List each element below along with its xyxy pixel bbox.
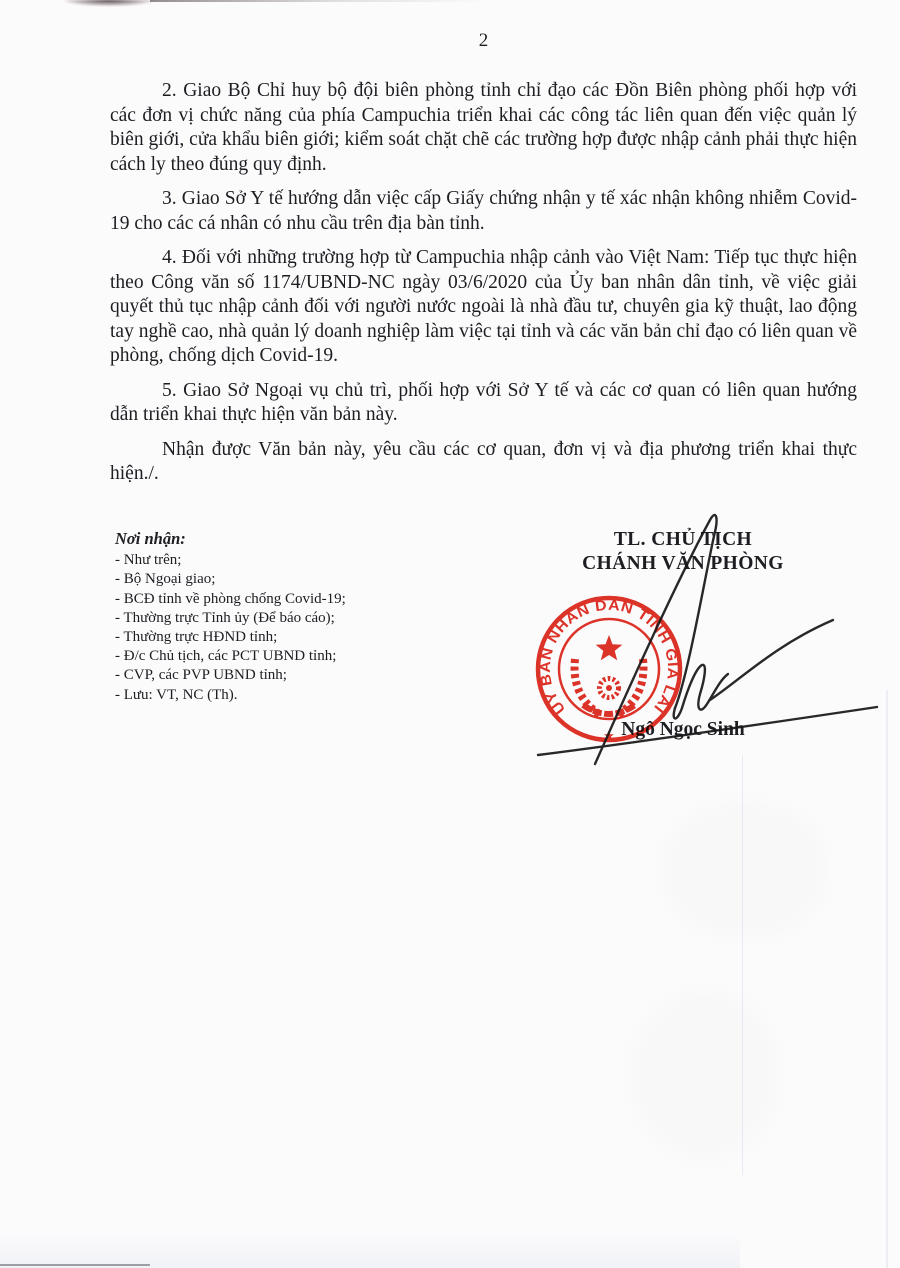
scan-shadow-artifact xyxy=(0,1230,740,1268)
recipient-item: - Như trên; xyxy=(115,552,182,569)
page-number: 2 xyxy=(478,30,489,51)
body-paragraph: 4. Đối với những trường hợp từ Campuchia nhập cảnh vào Việt Nam: Tiếp tục thực hiện theo Công văn số 1174/UBND-NC ngày 03/6/2020 của Ủy ban nhân dân tỉnh, về việc giải quyết thủ tục nhập cảnh đối với người nước ngoài là nhà đầu tư, chuyên gia kỹ thuật, lao động tay nghề cao, nhà quản lý doanh nghiệp làm việc tại tỉnh và các văn bản chỉ đạo có liên quan về phòng, chống dịch Covid-19. xyxy=(110,247,857,366)
signer-role-line1: TL. CHỦ TỊCH xyxy=(613,529,753,550)
scan-smudge-artifact xyxy=(64,0,164,7)
signer-name: Ngô Ngọc Sinh xyxy=(621,719,745,740)
national-emblem-star-icon xyxy=(596,635,623,660)
official-seal-icon xyxy=(533,593,685,745)
scan-vertical-line-artifact xyxy=(886,690,888,1268)
recipients-heading: Nơi nhận: xyxy=(115,529,186,548)
ink-bleedthrough-artifact xyxy=(630,990,780,1160)
signature-title-block xyxy=(533,528,833,576)
seal-star-icon: ★ xyxy=(603,728,615,743)
body-paragraph: 2. Giao Bộ Chỉ huy bộ đội biên phòng tỉnh chỉ đạo các Đồn Biên phòng phối hợp với các đơn vị chức năng của phía Campuchia triển khai các công tác liên quan đến việc quản lý biên giới, cửa khẩu biên giới; kiểm soát chặt chẽ các trường hợp được nhập cảnh phải thực hiện cách ly theo đúng quy định. xyxy=(110,80,857,175)
recipient-item: - BCĐ tỉnh về phòng chống Covid-19; xyxy=(115,590,346,607)
recipient-item: - Đ/c Chủ tịch, các PCT UBND tỉnh; xyxy=(115,648,337,665)
body-paragraph: 3. Giao Sở Y tế hướng dẫn việc cấp Giấy chứng nhận y tế xác nhận không nhiễm Covid-19 cho các cá nhân có nhu cầu trên địa bàn tỉnh. xyxy=(110,188,857,234)
body-paragraph: Nhận được Văn bản này, yêu cầu các cơ quan, đơn vị và địa phương triển khai thực hiện./. xyxy=(110,438,857,484)
recipient-item: - CVP, các PVP UBND tỉnh; xyxy=(115,667,287,684)
scan-vertical-line-artifact xyxy=(742,755,743,1175)
recipient-item: - Lưu: VT, NC (Th). xyxy=(115,686,238,703)
recipients-block xyxy=(115,529,445,705)
ink-bleedthrough-artifact xyxy=(660,800,830,940)
scan-edge-line-artifact xyxy=(0,1264,150,1266)
recipient-item: - Thường trực Tỉnh ủy (Để báo cáo); xyxy=(115,609,335,626)
recipient-item: - Bộ Ngoại giao; xyxy=(115,571,216,588)
signer-role-line2: CHÁNH VĂN PHÒNG xyxy=(582,553,784,574)
body-paragraph: 5. Giao Sở Ngoại vụ chủ trì, phối hợp với Sở Y tế và các cơ quan có liên quan hướng dẫn triển khai thực hiện văn bản này. xyxy=(110,379,857,425)
scan-edge-line-artifact xyxy=(150,0,490,2)
document-body xyxy=(110,79,857,497)
seal-text: ỦY BAN NHÂN DÂN TỈNH GIA LAI xyxy=(537,597,681,717)
recipient-item: - Thường trực HĐND tỉnh; xyxy=(115,629,278,646)
